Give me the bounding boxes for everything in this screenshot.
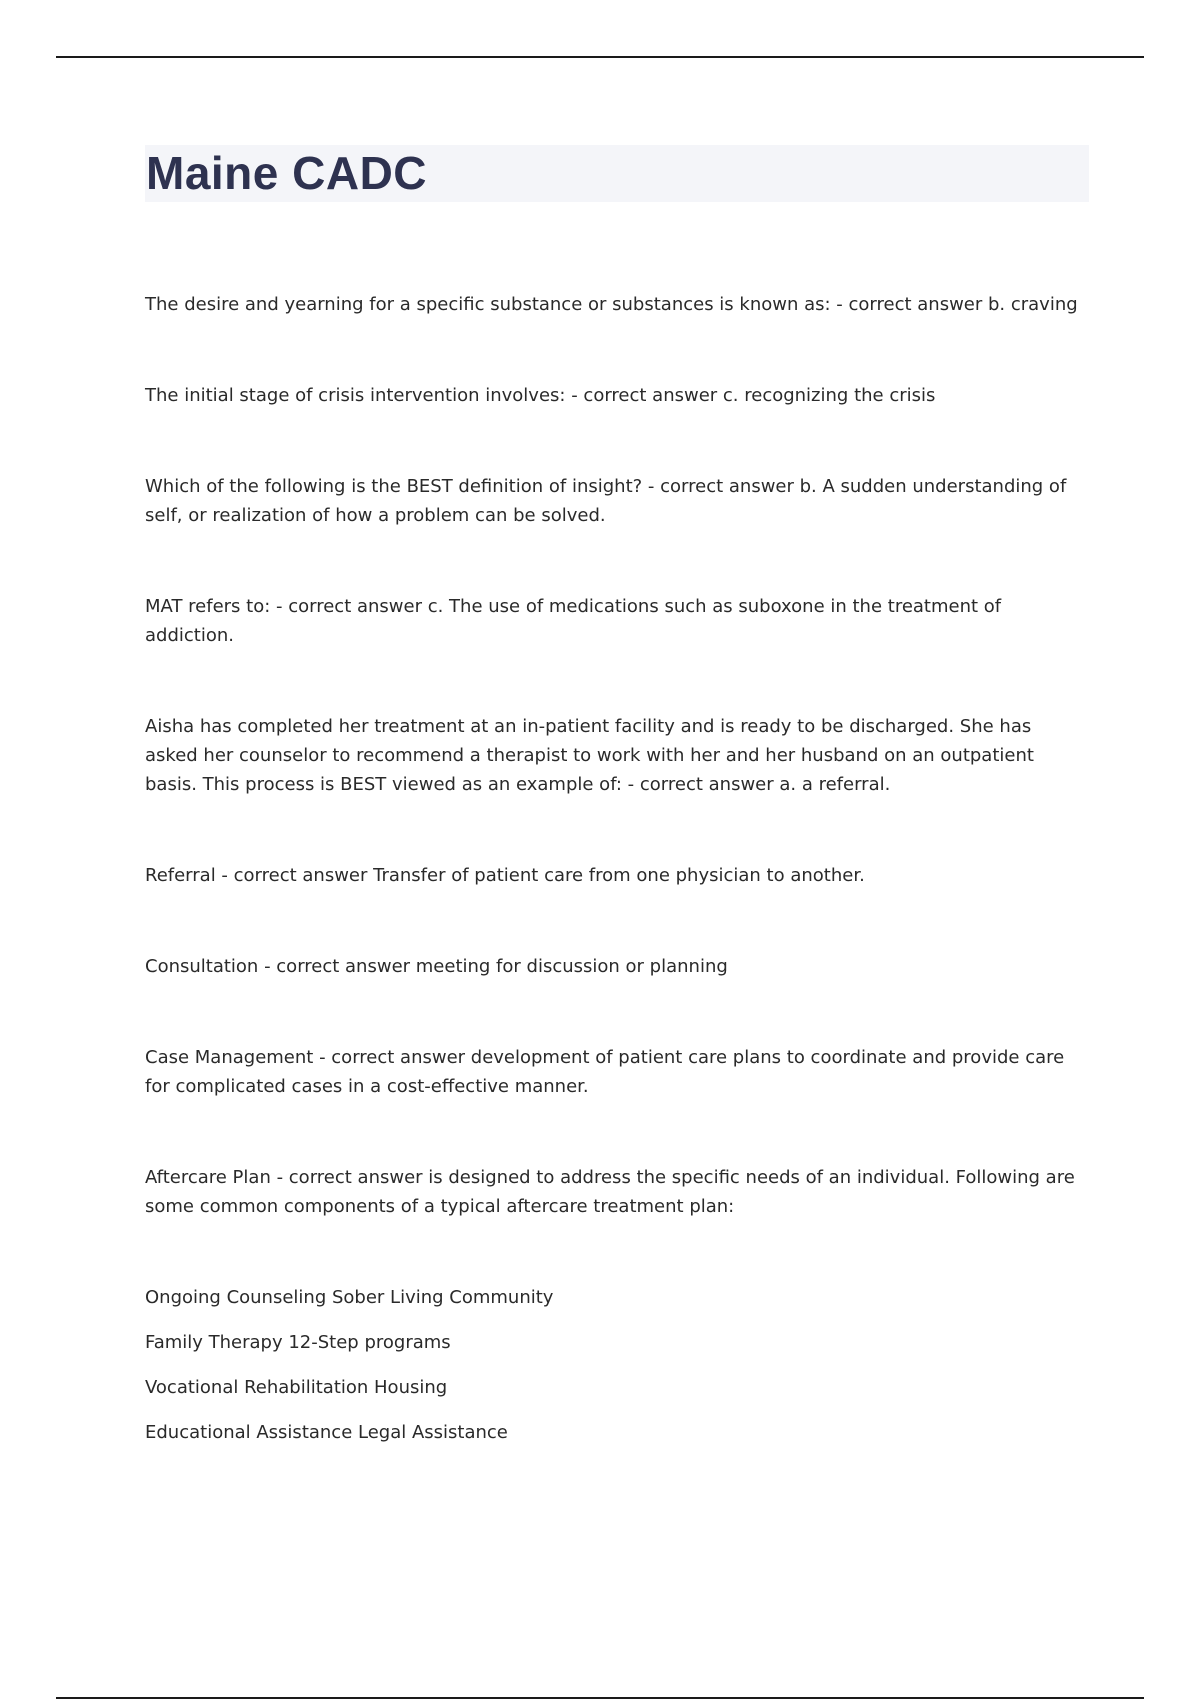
qa-item: The desire and yearning for a specific substance or substances is known as: - correct answer b. craving bbox=[145, 294, 1078, 315]
bottom-rule bbox=[56, 1697, 1144, 1699]
qa-item: Aftercare Plan - correct answer is designed to address the specific needs of an individual. Following are some common components of a typical aftercare treatment plan: bbox=[145, 1167, 1075, 1217]
qa-item: Which of the following is the BEST definition of insight? - correct answer b. A sudden understanding of self, or realization of how a problem can be solved. bbox=[145, 476, 1067, 526]
list-item: Family Therapy 12-Step programs bbox=[145, 1332, 451, 1353]
top-rule bbox=[56, 56, 1144, 58]
qa-item: Aisha has completed her treatment at an in-patient facility and is ready to be discharged. She has asked her counselor to recommend a therapist to work with her and her husband on an outpatient basis. This process is BEST viewed as an example of: - correct answer a. a referral. bbox=[145, 716, 1034, 795]
list-item: Ongoing Counseling Sober Living Community bbox=[145, 1287, 554, 1308]
document-title: Maine CADC bbox=[146, 147, 428, 199]
qa-item: Consultation - correct answer meeting for discussion or planning bbox=[145, 956, 728, 977]
qa-item: Case Management - correct answer development of patient care plans to coordinate and provide care for complicated cases in a cost-effective manner. bbox=[145, 1047, 1065, 1097]
document-body bbox=[145, 290, 1085, 1463]
qa-item: Referral - correct answer Transfer of patient care from one physician to another. bbox=[145, 865, 865, 886]
list-item: Educational Assistance Legal Assistance bbox=[145, 1422, 508, 1443]
list-item: Vocational Rehabilitation Housing bbox=[145, 1377, 448, 1398]
aftercare-components-list bbox=[145, 1283, 1085, 1447]
qa-item: The initial stage of crisis intervention involves: - correct answer c. recognizing the crisis bbox=[145, 385, 936, 406]
qa-item: MAT refers to: - correct answer c. The use of medications such as suboxone in the treatment of addiction. bbox=[145, 596, 1002, 646]
